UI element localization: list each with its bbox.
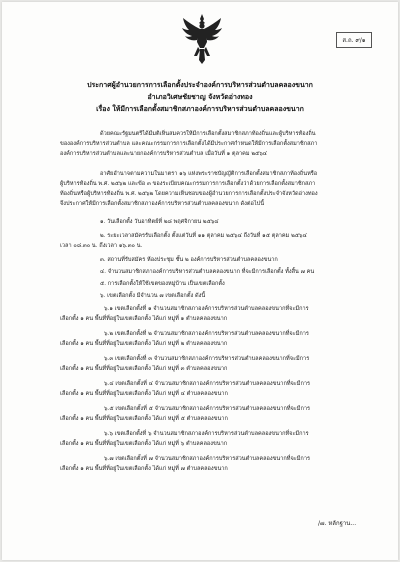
legal-line: จึงประกาศให้มีการเลือกตั้งสมาชิกสภาองค์การบริหารส่วนตำบลคลองขนาก ดังต่อไปนี้	[60, 201, 265, 207]
item-application-time: เวลา ๐๘.๓๐ น. ถึงเวลา ๑๖.๓๐ น.	[60, 243, 143, 249]
item-district-count: ๖. เขตเลือกตั้ง มีจำนวน ๗ เขตเลือกตั้ง ดังนี้	[100, 293, 206, 299]
item-district-basis: ๕. การเลือกตั้งให้ใช้เขตของหมู่บ้าน เป็นเขตเลือกตั้ง	[100, 281, 225, 287]
garuda-emblem-icon	[180, 12, 224, 66]
intro-line: ด้วยคณะรัฐมนตรีได้มีมติเห็นสมควรให้มีการเลือกตั้งสมาชิกสภาท้องถิ่นและผู้บริหารท้องถิ่น	[100, 131, 316, 137]
district-line: ๖.๕ เขตเลือกตั้งที่ ๕ จำนวนสมาชิกสภาองค์การบริหารส่วนตำบลคลองขนากที่จะมีการ	[104, 406, 311, 412]
item-application-place: ๓. สถานที่รับสมัคร ห้องประชุม ชั้น ๒ องค์การบริหารส่วนตำบลคลองขนาก	[100, 257, 278, 263]
intro-line: องค์การบริหารส่วนตำบลและนายกองค์การบริหารส่วนตำบล เมื่อวันที่ ๑ ตุลาคม ๒๕๖๔	[60, 151, 268, 157]
district-line: ๖.๒ เขตเลือกตั้งที่ ๒ จำนวนสมาชิกสภาองค์การบริหารส่วนตำบลคลองขนากที่จะมีการ	[104, 331, 309, 337]
item-application-period: ๒. ระยะเวลาสมัครรับเลือกตั้ง ตั้งแต่วันที่ ๑๑ ตุลาคม ๒๕๖๔ ถึงวันที่ ๑๕ ตุลาคม ๒๕๖๔	[100, 233, 307, 239]
heading-line-1: ประกาศผู้อำนวยการการเลือกตั้งประจำองค์การบริหารส่วนตำบลคลองขนาก	[87, 81, 313, 89]
district-line: ๖.๓ เขตเลือกตั้งที่ ๓ จำนวนสมาชิกสภาองค์การบริหารส่วนตำบลคลองขนากที่จะมีการ	[104, 356, 310, 362]
district-line: ๖.๖ เขตเลือกตั้งที่ ๖ จำนวนสมาชิกสภาองค์การบริหารส่วนตำบลคลองขนากที่จะมีการ	[104, 431, 309, 437]
district-line: เลือกตั้ง ๑ คน พื้นที่ที่อยู่ในเขตเลือกตั้ง ได้แก่ หมู่ที่ ๓ ตำบลคลองขนาก	[60, 366, 228, 372]
heading-line-2: อำเภอวิเศษชัยชาญ จังหวัดอ่างทอง	[147, 93, 253, 101]
form-code: ส.ถ. ๙/๑	[342, 37, 366, 44]
legal-line: ท้องถิ่นหรือผู้บริหารท้องถิ่น พ.ศ. ๒๕๖๒ โดยความเห็นชอบของผู้อำนวยการการเลือกตั้งประจำจังหวัดอ่างทอง	[60, 191, 318, 197]
district-line: เลือกตั้ง ๑ คน พื้นที่ที่อยู่ในเขตเลือกตั้ง ได้แก่ หมู่ที่ ๗ ตำบลคลองขนาก	[60, 466, 228, 472]
continuation-note: /๗. หลักฐาน...	[318, 520, 357, 527]
district-line: ๖.๗ เขตเลือกตั้งที่ ๗ จำนวนสมาชิกสภาองค์การบริหารส่วนตำบลคลองขนากที่จะมีการ	[104, 456, 310, 462]
district-line: เลือกตั้ง ๑ คน พื้นที่ที่อยู่ในเขตเลือกตั้ง ได้แก่ หมู่ที่ ๑ ตำบลคลองขนาก	[60, 316, 228, 322]
intro-line: ขององค์การบริหารส่วนตำบล และคณะกรรมการการเลือกตั้งได้มีประกาศกำหนดให้มีการเลือกตั้งสมาชิกสภา	[60, 141, 318, 147]
district-line: เลือกตั้ง ๑ คน พื้นที่ที่อยู่ในเขตเลือกตั้ง ได้แก่ หมู่ที่ ๔ ตำบลคลองขนาก	[60, 391, 228, 397]
item-member-count: ๔. จำนวนสมาชิกสภาองค์การบริหารส่วนตำบลคลองขนาก ที่จะมีการเลือกตั้ง ทั้งสิ้น ๗ คน	[100, 269, 315, 275]
form-code-box	[336, 32, 372, 48]
item-election-date: ๑. วันเลือกตั้ง วันอาทิตย์ที่ ๒๘ พฤศจิกายน ๒๕๖๔	[100, 219, 219, 225]
district-line: ๖.๑ เขตเลือกตั้งที่ ๑ จำนวนสมาชิกสภาองค์การบริหารส่วนตำบลคลองขนากที่จะมีการ	[104, 306, 309, 312]
district-line: เลือกตั้ง ๑ คน พื้นที่ที่อยู่ในเขตเลือกตั้ง ได้แก่ หมู่ที่ ๖ ตำบลคลองขนาก	[60, 441, 228, 447]
legal-line: ผู้บริหารท้องถิ่น พ.ศ. ๒๕๖๒ และข้อ ๓ ของระเบียบคณะกรรมการการเลือกตั้งว่าด้วยการเลือกตั้งสมาชิกสภา	[60, 181, 316, 187]
district-line: เลือกตั้ง ๑ คน พื้นที่ที่อยู่ในเขตเลือกตั้ง ได้แก่ หมู่ที่ ๒ ตำบลคลองขนาก	[60, 341, 228, 347]
district-line: ๖.๔ เขตเลือกตั้งที่ ๔ จำนวนสมาชิกสภาองค์การบริหารส่วนตำบลคลองขนากที่จะมีการ	[104, 381, 311, 387]
district-line: เลือกตั้ง ๑ คน พื้นที่ที่อยู่ในเขตเลือกตั้ง ได้แก่ หมู่ที่ ๕ ตำบลคลองขนาก	[60, 416, 228, 422]
legal-line: อาศัยอำนาจตามความในมาตรา ๑๖ แห่งพระราชบัญญัติการเลือกตั้งสมาชิกสภาท้องถิ่นหรือ	[100, 171, 318, 177]
heading-line-3: เรื่อง ให้มีการเลือกตั้งสมาชิกสภาองค์การบริหารส่วนตำบลคลองขนาก	[96, 105, 304, 113]
